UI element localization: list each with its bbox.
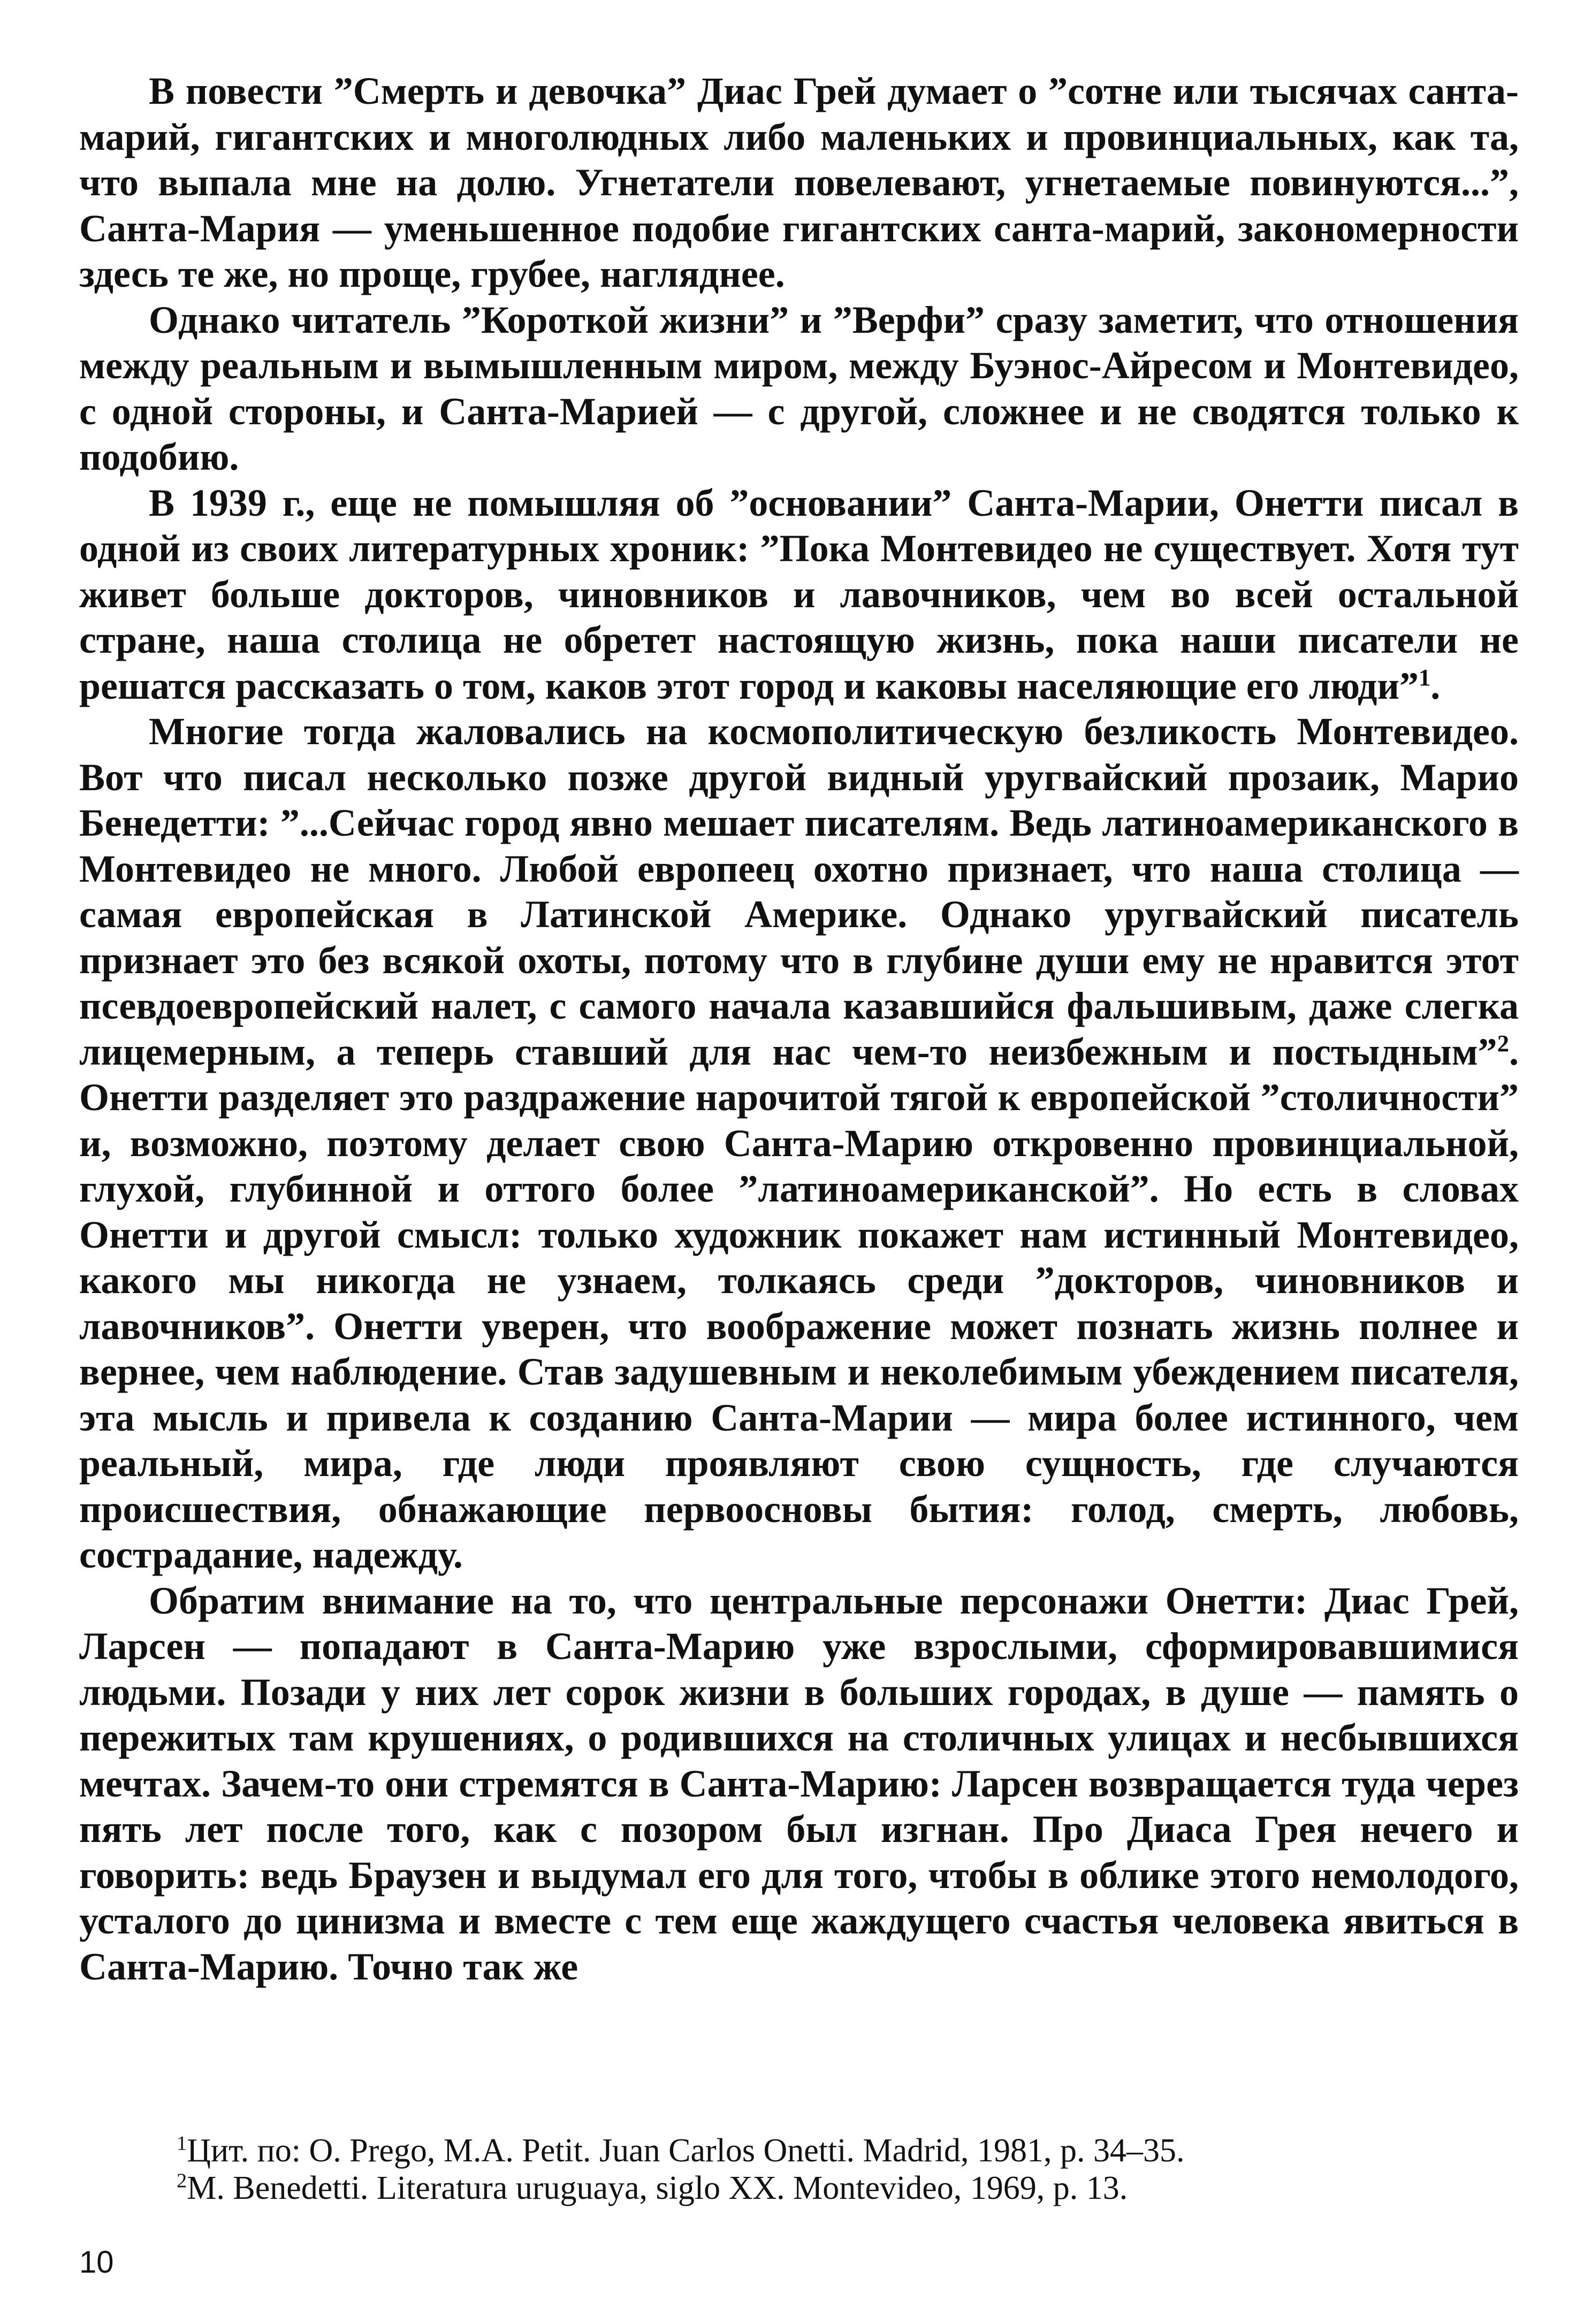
paragraph-text: Обратим внимание на то, что центральные персонажи Онетти: Диас Грей, Ларсен — попадают в Санта-Марию уже взрослыми, сформировавшимися людьми. Позади у них лет сорок жизни в больших городах, в душе — память о пережитых там крушениях, о родившихся на столичных улицах и несбывшихся мечтах. Зачем-то они стремятся в Санта-Марию: Ларсен возвращается туда через пять лет после того, как с позором был изгнан. Про Диаса Грея нечего и говорить: ведь Браузен и выдумал его для того, чтобы в облике этого немолодого, усталого до цинизма и вместе с тем еще жаждущего счастья человека явиться в Санта-Марию. Точно так же (79, 1579, 1519, 1988)
body-text (79, 68, 1519, 1990)
paragraph-text: В 1939 г., еще не помышляя об ”основании” Санта-Марии, Онетти писал в одной из своих литературных хроник: ”Пока Монтевидео не существует. Хотя тут живет больше докторов, чиновников и лавочников, чем во всей остальной стране, наша столица не обретет настоящую жизнь, пока наши писатели не решатся рассказать о том, каков этот город и каковы населяющие его люди” (79, 481, 1519, 707)
footnote-reference-1: 1 (1418, 663, 1431, 691)
paragraph-text-after-note: . Онетти разделяет это раздражение нарочитой тягой к европейской ”столичности” и, возможно, поэтому делает свою Санта-Марию откровенно провинциальной, глухой, глубинной и оттого более ”латиноамериканской”. Но есть в словах Онетти и другой смысл: только художник покажет нам истинный Монтевидео, какого мы никогда не узнаем, толкаясь среди ”докторов, чиновников и лавочников”. Онетти уверен, что воображение может познать жизнь полнее и вернее, чем наблюдение. Став задушевным и неколебимым убеждением писателя, эта мысль и привела к созданию Санта-Марии — мира более истинного, чем реальный, мира, где люди проявляют свою сущность, где случаются происшествия, обнажающие первоосновы бытия: голод, смерть, любовь, сострадание, надежду. (79, 1030, 1519, 1576)
paragraph-5 (79, 1578, 1519, 1990)
paragraph-text: Многие тогда жаловались на космополитическую безликость Монтевидео. Вот что писал несколько позже другой видный уругвайский прозаик, Марио Бенедетти: ”...Сейчас город явно мешает писателям. Ведь латиноамериканского в Монтевидео не много. Любой европеец охотно признает, что наша столица — самая европейская в Латинской Америке. Однако уругвайский писатель признает это без всякой охоты, потому что в глубине души ему не нравится этот псевдоевропейский налет, с самого начала казавшийся фальшивым, даже слегка лицемерным, а теперь ставший для нас чем-то неизбежным и постыдным” (79, 710, 1519, 1073)
paragraph-3 (79, 480, 1519, 709)
paragraph-text-after-note: . (1430, 664, 1441, 707)
paragraph-4 (79, 709, 1519, 1578)
paragraph-text: В повести ”Смерть и девочка” Диас Грей думает о ”сотне или тысячах санта-марий, гигантских и многолюдных либо маленьких и провинциальных, как та, что выпала мне на долю. Угнетатели повелевают, угнетаемые повинуются...”, Санта-Мария — уменьшенное подобие гигантских санта-марий, закономерности здесь те же, но проще, грубее, нагляднее. (79, 70, 1519, 295)
footnote-mark: 1 (177, 2132, 187, 2155)
footnote-reference-2: 2 (1497, 1029, 1509, 1057)
footnotes (177, 2132, 1504, 2207)
footnote-2 (177, 2169, 1504, 2207)
paragraph-2 (79, 297, 1519, 480)
footnote-mark: 2 (177, 2169, 187, 2192)
paragraph-text: Однако читатель ”Короткой жизни” и ”Верфи” сразу заметит, что отношения между реальным и вымышленным миром, между Буэнос-Айресом и Монтевидео, с одной стороны, и Санта-Марией — с другой, сложнее и не сводятся только к подобию. (79, 298, 1519, 478)
paragraph-1 (79, 68, 1519, 297)
footnote-text: M. Benedetti. Literatura uruguaya, siglo XX. Montevideo, 1969, p. 13. (187, 2170, 1128, 2206)
footnote-1 (177, 2132, 1504, 2169)
page-number: 10 (79, 2245, 114, 2280)
footnote-text: Цит. по: O. Prego, M.A. Petit. Juan Carlos Onetti. Madrid, 1981, p. 34–35. (187, 2132, 1185, 2169)
